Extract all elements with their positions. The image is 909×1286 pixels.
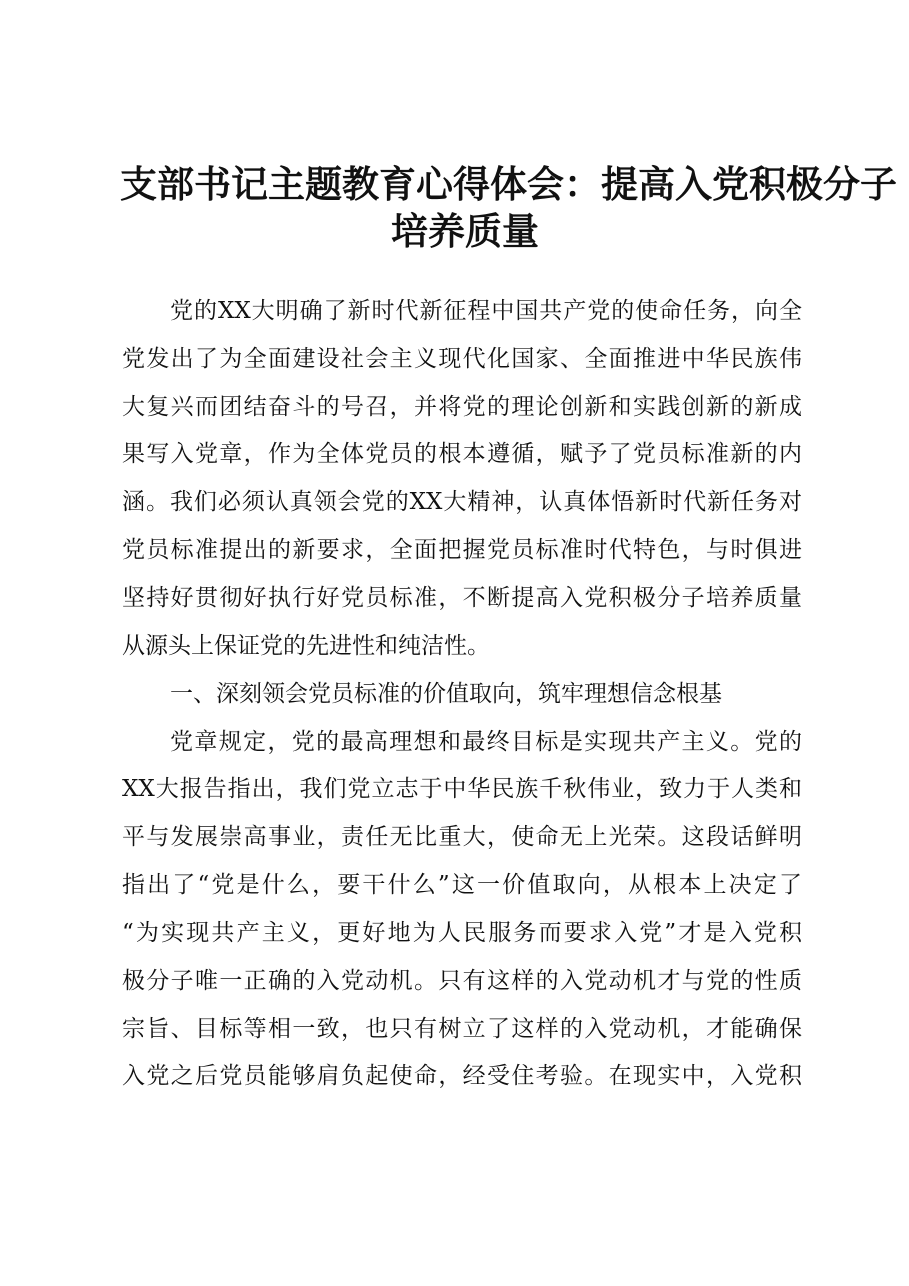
paragraph-2-line-6: 极分子唯一正确的入党动机。只有这样的入党动机才与党的性质 xyxy=(122,968,802,994)
paragraph-2-line-7: 宗旨、目标等相一致，也只有树立了这样的入党动机，才能确保 xyxy=(122,1016,802,1042)
section-heading-1: 一、深刻领会党员标准的价值取向，筑牢理想信念根基 xyxy=(170,681,722,707)
paragraph-2-line-1: 党章规定，党的最高理想和最终目标是实现共产主义。党的 xyxy=(170,729,802,755)
paragraph-1-line-2: 党发出了为全面建设社会主义现代化国家、全面推进中华民族伟 xyxy=(122,346,802,372)
paragraph-1-line-6: 党员标准提出的新要求，全面把握党员标准时代特色，与时俱进 xyxy=(122,537,802,563)
paragraph-2-line-3: 平与发展崇高事业，责任无比重大，使命无上光荣。这段话鲜明 xyxy=(122,824,802,850)
paragraph-2-line-5: “为实现共产主义，更好地为人民服务而要求入党”才是入党积 xyxy=(122,920,802,946)
paragraph-1-line-8: 从源头上保证党的先进性和纯洁性。 xyxy=(122,633,490,659)
paragraph-1-line-3: 大复兴而团结奋斗的号召，并将党的理论创新和实践创新的新成 xyxy=(122,394,802,420)
paragraph-2-line-2: XX大报告指出，我们党立志于中华民族千秋伟业，致力于人类和 xyxy=(122,776,802,802)
document-title-line-2: 培养质量 xyxy=(391,209,539,253)
paragraph-2-line-8: 入党之后党员能够肩负起使命，经受住考验。在现实中，入党积 xyxy=(122,1063,802,1089)
paragraph-1-line-4: 果写入党章，作为全体党员的根本遵循，赋予了党员标准新的内 xyxy=(122,441,802,467)
paragraph-1-line-1: 党的XX大明确了新时代新征程中国共产党的使命任务，向全 xyxy=(170,298,802,324)
paragraph-1-line-5: 涵。我们必须认真领会党的XX大精神，认真体悟新时代新任务对 xyxy=(122,489,802,515)
paragraph-1-line-7: 坚持好贯彻好执行好党员标准，不断提高入党积极分子培养质量 xyxy=(122,585,802,611)
paragraph-2-line-4: 指出了“党是什么，要干什么”这一价值取向，从根本上决定了 xyxy=(122,872,802,898)
document-title-line-1: 支部书记主题教育心得体会：提高入党积极分子 xyxy=(120,162,897,206)
